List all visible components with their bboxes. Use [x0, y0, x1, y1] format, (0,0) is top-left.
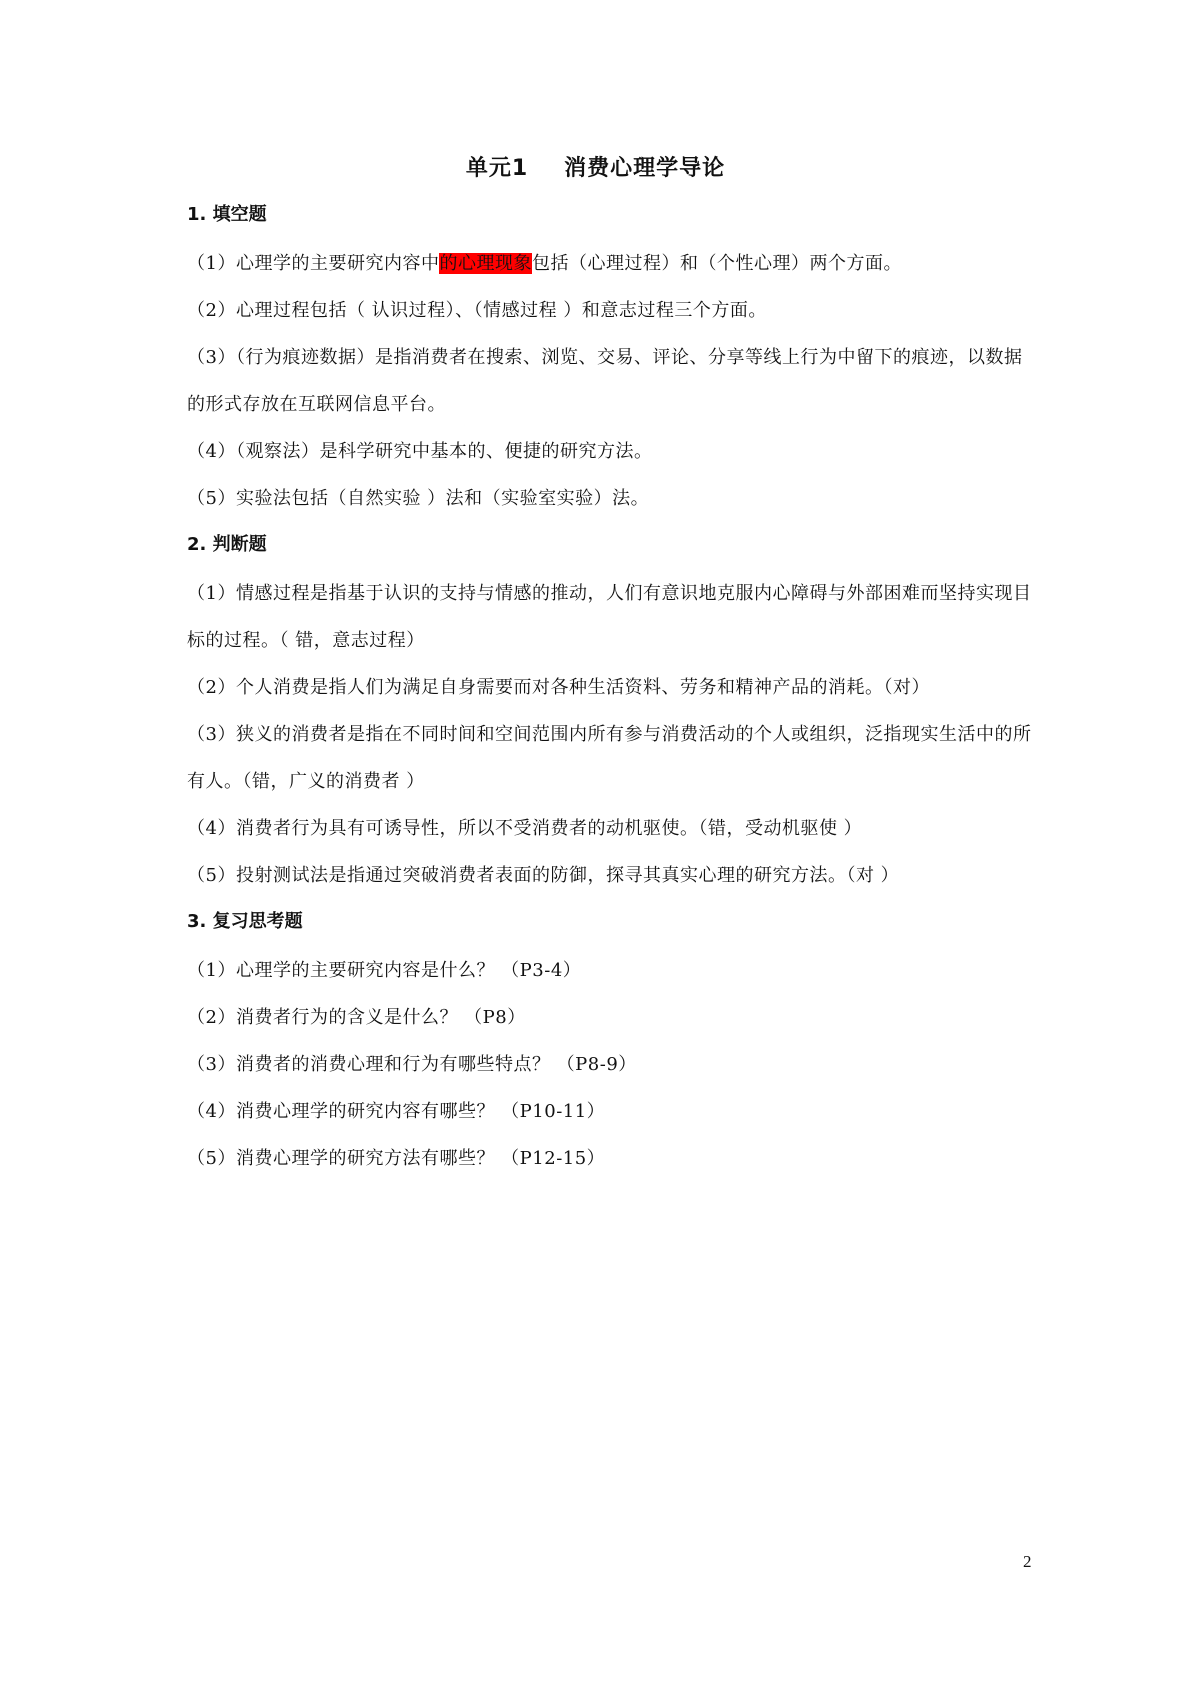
fill-question-2: （2）心理过程包括（ 认识过程）、（情感过程 ）和意志过程三个方面。: [187, 300, 767, 321]
unit-label: 单元1: [465, 156, 529, 181]
judge-question-1: （1）情感过程是指基于认识的支持与情感的推动，人们有意识地克服内心障碍与外部困难而坚持实现目标的过程。（ 错，意志过程）: [187, 583, 1032, 651]
fill-question-1: [187, 240, 1037, 287]
judge-question-3: （3）狭义的消费者是指在不同时间和空间范围内所有参与消费活动的个人或组织，泛指现实生活中的所有人。（错，广义的消费者 ）: [187, 724, 1032, 792]
fill-q1-post: 包括（心理过程）和（个性心理）两个方面。: [531, 253, 902, 274]
content-body: [187, 200, 1037, 1182]
review-question-4: （4）消费心理学的研究内容有哪些？ （P10-11）: [187, 1101, 606, 1122]
unit-title: 消费心理学导论: [564, 156, 726, 181]
review-question-5: （5）消费心理学的研究方法有哪些？ （P12-15）: [187, 1148, 606, 1169]
judge-question-4: （4）消费者行为具有可诱导性，所以不受消费者的动机驱使。（错，受动机驱使 ）: [187, 818, 863, 839]
judge-question-5: （5）投射测试法是指通过突破消费者表面的防御，探寻其真实心理的研究方法。（对 ）: [187, 865, 900, 886]
review-question-3: （3）消费者的消费心理和行为有哪些特点？ （P8-9）: [187, 1054, 637, 1075]
fill-question-5: （5）实验法包括（自然实验 ）法和（实验室实验）法。: [187, 488, 650, 509]
fill-question-3: （3）（行为痕迹数据）是指消费者在搜索、浏览、交易、评论、分享等线上行为中留下的痕迹，以数据的形式存放在互联网信息平台。: [187, 347, 1023, 415]
highlighted-text: 的心理现象: [439, 253, 532, 274]
section-heading-fill: 1. 填空题: [187, 204, 267, 225]
review-question-2: （2）消费者行为的含义是什么？ （P8）: [187, 1007, 526, 1028]
page-number: 2: [1023, 1552, 1032, 1571]
review-question-1: （1）心理学的主要研究内容是什么？ （P3-4）: [187, 960, 582, 981]
section-heading-judge: 2. 判断题: [187, 534, 267, 555]
section-heading-review: 3. 复习思考题: [187, 911, 303, 932]
page-title: [0, 151, 1191, 182]
judge-question-2: （2）个人消费是指人们为满足自身需要而对各种生活资料、劳务和精神产品的消耗。（对）: [187, 677, 930, 698]
fill-q1-pre: （1）心理学的主要研究内容中: [187, 253, 440, 274]
fill-question-4: （4）（观察法）是科学研究中基本的、便捷的研究方法。: [187, 441, 653, 462]
